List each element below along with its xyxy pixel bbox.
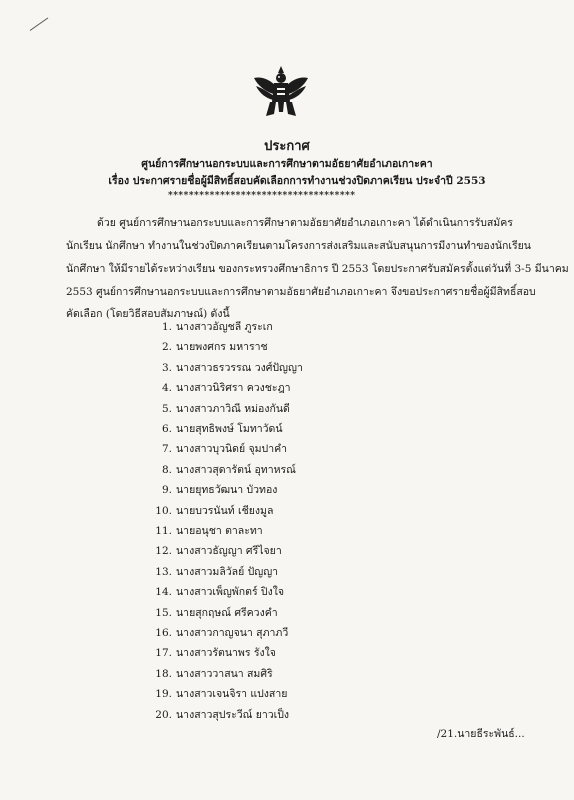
list-item-number: 10. [155, 504, 172, 517]
list-item-name: นางสาวอัญชลี ภูระเก [176, 321, 273, 333]
list-item-name: นางสาวเจนจิรา แปงสาย [176, 688, 288, 701]
list-item [150, 338, 450, 358]
list-item [150, 563, 450, 583]
list-item [150, 318, 450, 338]
list-item-name: นางสาวนิริศรา ควงชะฎา [176, 382, 291, 395]
list-item-number: 11. [155, 525, 172, 537]
list-item [150, 665, 450, 685]
scan-mark [30, 17, 49, 30]
list-item-number: 12. [155, 545, 172, 558]
list-item-name: นางสาวเพ็ญพักตร์ ปิงใจ [176, 586, 285, 599]
list-item-number: 17. [155, 647, 172, 660]
list-item-number: 5. [161, 402, 172, 415]
body-paragraph-line: นักศึกษา ให้มีรายได้ระหว่างเรียน ของกระทรวงศึกษาธิการ ปี 2553 โดยประกาศรับสมัครตั้งแต่วันที่ 3-5 มีนาคม [66, 263, 569, 275]
announcement-subject: เรื่อง ประกาศรายชื่อผู้มีสิทธิ์สอบคัดเลือกการทำงานช่วงปิดภาคเรียน ประจำปี 2553 [108, 175, 486, 187]
list-item-number: 3. [161, 361, 172, 374]
list-item [150, 502, 450, 522]
list-item-name: นายสุกฤษณ์ ศรีควงคำ [176, 606, 278, 619]
list-item [150, 685, 450, 705]
continuation-note: /21.นายธีระพันธ์... [437, 728, 525, 740]
list-item-name: นายสุทธิพงษ์ โมทาวัดน์ [176, 423, 283, 435]
list-item-name: นางสาวสุประวีณ์ ยาวเป็ง [176, 708, 290, 721]
list-item [150, 379, 450, 399]
list-item [150, 624, 450, 644]
separator-line: ************************************ [168, 191, 356, 201]
list-item-name: นางสาวมลิวัลย์ ปัญญา [176, 565, 279, 578]
body-paragraph-line: 2553 ศูนย์การศึกษานอกระบบและการศึกษาตามอัธยาศัยอำเภอเกาะคา จึงขอประกาศรายชื่อผู้มีสิทธิ์สอบ [66, 286, 536, 298]
list-item [150, 644, 450, 664]
list-item [150, 359, 450, 379]
list-item-number: 20. [155, 708, 172, 721]
garuda-emblem-icon [252, 64, 310, 120]
list-item-number: 4. [161, 382, 172, 395]
list-item-name: นางสาวบุวนิดย์ จุมปาคำ [176, 443, 288, 456]
body-paragraph-line: คัดเลือก (โดยวิธีสอบสัมภาษณ์) ดังนี้ [66, 308, 230, 320]
list-item-number: 13. [155, 565, 172, 578]
list-item-name: นายอนุชา ตาละทา [176, 525, 263, 537]
list-item-number: 7. [161, 443, 172, 456]
list-item-name: นายบวรนันท์ เชียงมูล [176, 504, 274, 517]
list-item-number: 6. [161, 423, 172, 435]
body-paragraph-line: นักเรียน นักศึกษา ทำงานในช่วงปิดภาคเรียนตามโครงการส่งเสริมและสนับสนุนการมีงานทำของนักเรียน [66, 240, 531, 252]
list-item [150, 522, 450, 542]
list-item-number: 8. [161, 463, 172, 476]
list-item-name: นายยุทธวัฒนา บัวทอง [176, 484, 278, 497]
list-item [150, 440, 450, 460]
organization-name: ศูนย์การศึกษานอกระบบและการศึกษาตามอัธยาศัยอำเภอเกาะคา [141, 158, 433, 170]
list-item [150, 604, 450, 624]
list-item-number: 2. [161, 341, 172, 354]
list-item [150, 420, 450, 440]
list-item-number: 15. [155, 606, 172, 619]
list-item-name: นางสาวรัตนาพร รังใจ [176, 647, 276, 660]
list-item [150, 461, 450, 481]
list-item [150, 542, 450, 562]
list-item-number: 9. [161, 484, 172, 497]
list-item-number: 14. [155, 586, 172, 599]
list-item [150, 400, 450, 420]
list-item-name: นางสาวกาญจนา สุภาภวี [176, 627, 289, 639]
list-item-name: นางสาววาสนา สมศิริ [176, 667, 273, 680]
list-item-number: 19. [155, 688, 172, 701]
list-item-name: นางสาวธัญญา ศรีไจยา [176, 545, 282, 558]
list-item-number: 18. [155, 667, 172, 680]
body-paragraph-line: ด้วย ศูนย์การศึกษานอกระบบและการศึกษาตามอัธยาศัยอำเภอเกาะคา ได้ดำเนินการรับสมัคร [97, 217, 513, 229]
announcement-title: ประกาศ [264, 139, 310, 154]
list-item [150, 583, 450, 603]
list-item-name: นางสาวภาวิณี หม่องกันดี [176, 402, 290, 415]
list-item-number: 16. [155, 627, 172, 639]
list-item [150, 481, 450, 501]
list-item-name: นางสาวสุดารัตน์ อุทาหรณ์ [176, 463, 296, 476]
list-item-name: นายพงศกร มหาราช [176, 341, 268, 354]
list-item [150, 706, 450, 726]
list-item-number: 1. [161, 321, 172, 333]
list-item-name: นางสาวธรวรรณ วงศ์ปัญญา [176, 361, 303, 374]
